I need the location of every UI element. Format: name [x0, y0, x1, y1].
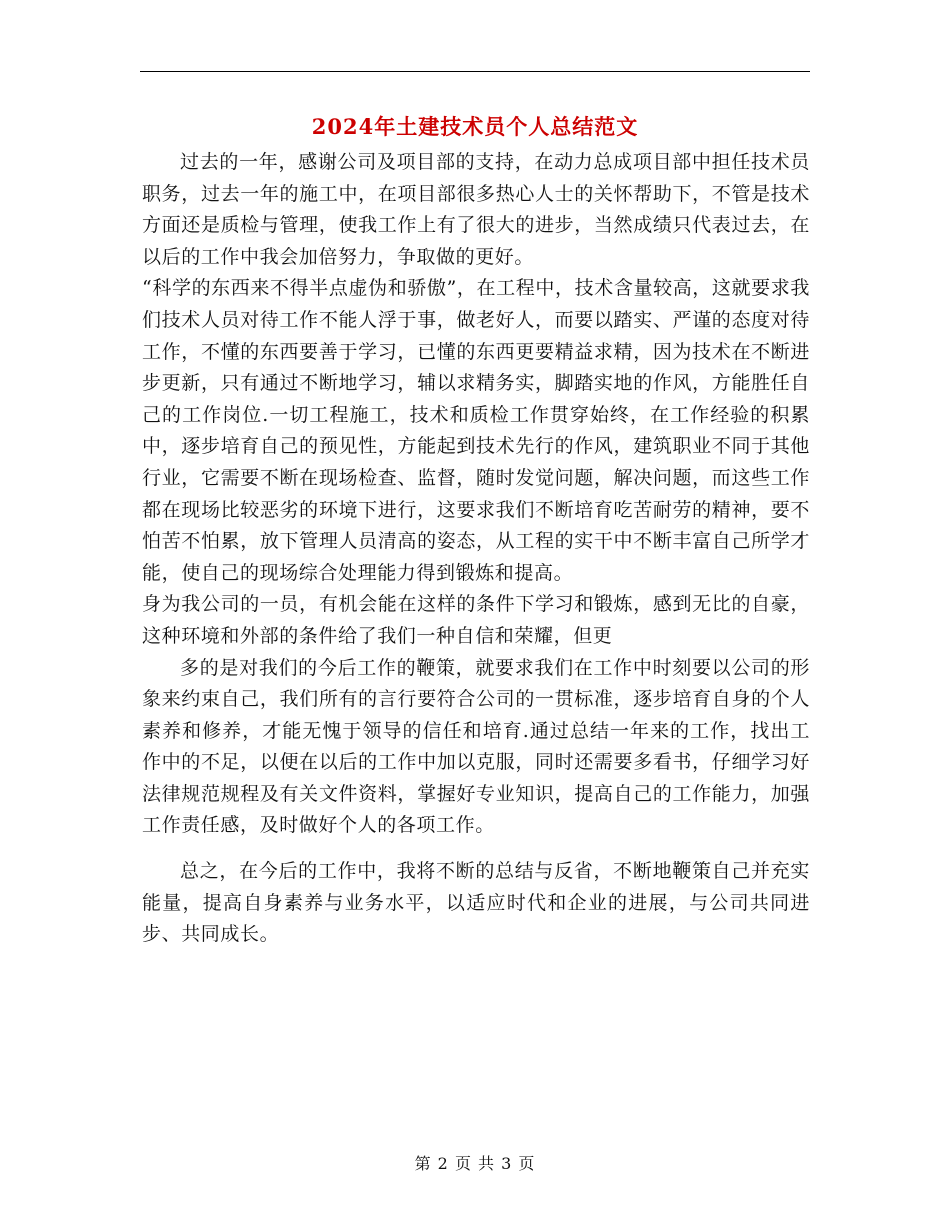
page-number: 第 2 页 共 3 页	[414, 1154, 536, 1173]
document-body	[142, 147, 810, 951]
paragraph-intro: 过去的一年，感谢公司及项目部的支持，在动力总成项目部中担任技术员职务，过去一年的施工中，在项目部很多热心人士的关怀帮助下，不管是技术方面还是质检与管理，使我工作上有了很大的进步，当然成绩只代表过去，在以后的工作中我会加倍努力，争取做的更好。	[142, 151, 810, 268]
paragraph-company-member: 身为我公司的一员，有机会能在这样的条件下学习和锻炼，感到无比的自豪，这种环境和外部的条件给了我们一种自信和荣耀，但更	[142, 593, 810, 647]
header-rule	[140, 71, 810, 72]
paragraph-conclusion: 总之，在今后的工作中，我将不断的总结与反省，不断地鞭策自己并充实能量，提高自身素养与业务水平，以适应时代和企业的进展，与公司共同进步、共同成长。	[142, 860, 810, 946]
document-title: 2024年土建技术员个人总结范文	[311, 114, 639, 139]
paragraph-improvement: 多的是对我们的今后工作的鞭策，就要求我们在工作中时刻要以公司的形象来约束自己，我们所有的言行要符合公司的一贯标准，逐步培育自身的个人素养和修养，才能无愧于领导的信任和培育.通过总结一年来的工作，找出工作中的不足，以便在以后的工作中加以克服，同时还需要多看书，仔细学习好法律规范规程及有关文件资料，掌握好专业知识，提高自己的工作能力，加强工作责任感，及时做好个人的各项工作。	[142, 656, 810, 837]
paragraph-technique: “科学的东西来不得半点虚伪和骄傲”，在工程中，技术含量较高，这就要求我们技术人员对待工作不能人浮于事，做老好人，而要以踏实、严谨的态度对待工作，不懂的东西要善于学习，已懂的东西更要精益求精，因为技术在不断进步更新，只有通过不断地学习，辅以求精务实，脚踏实地的作风，方能胜任自己的工作岗位.一切工程施工，技术和质检工作贯穿始终，在工作经验的积累中，逐步培育自己的预见性，方能起到技术先行的作风，建筑职业不同于其他行业，它需要不断在现场检查、监督，随时发觉问题，解决问题，而这些工作都在现场比较恶劣的环境下进行，这要求我们不断培育吃苦耐劳的精神，要不怕苦不怕累，放下管理人员清高的姿态，从工程的实干中不断丰富自己所学才能，使自己的现场综合处理能力得到锻炼和提高。	[142, 277, 810, 584]
